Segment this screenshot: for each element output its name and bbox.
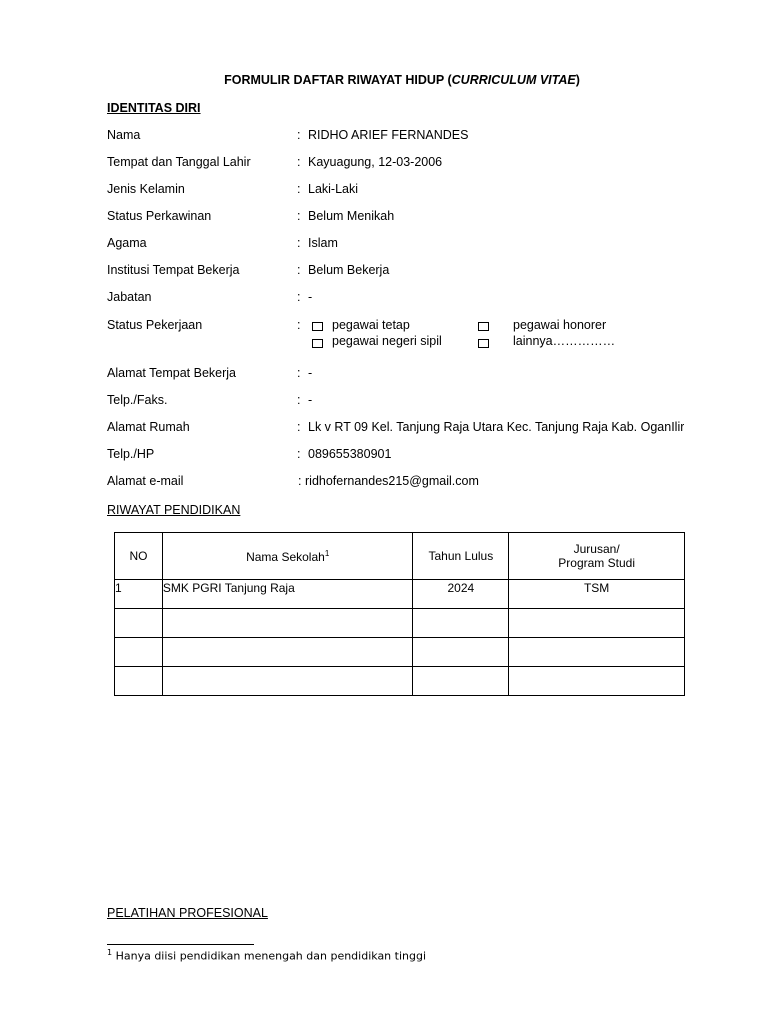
field-value: - xyxy=(308,393,313,407)
table-row xyxy=(115,667,685,696)
page-title-main: FORMULIR DAFTAR RIWAYAT HIDUP ( xyxy=(224,73,452,87)
cell-major xyxy=(509,667,685,696)
checkbox-pegawai-negeri-sipil[interactable] xyxy=(312,339,323,348)
field-value: Islam xyxy=(308,236,338,250)
field-value: Lk v RT 09 Kel. Tanjung Raja Utara Kec. Tanjung Raja Kab. OganIlir xyxy=(308,420,684,434)
field-value: - xyxy=(308,290,313,304)
checkbox-pegawai-tetap[interactable] xyxy=(312,322,323,331)
field-value: RIDHO ARIEF FERNANDES xyxy=(308,128,469,142)
field-colon: : xyxy=(297,128,301,142)
field-colon: : xyxy=(297,209,301,223)
field-label: Telp./Faks. xyxy=(107,393,168,407)
cell-year xyxy=(413,609,509,638)
field-label: Agama xyxy=(107,236,147,250)
field-colon: : xyxy=(297,182,301,196)
cell-major: TSM xyxy=(509,580,685,609)
table-header-row xyxy=(115,533,685,580)
cell-no xyxy=(115,638,163,667)
field-label: Alamat Tempat Bekerja xyxy=(107,366,236,380)
field-colon: : xyxy=(297,393,301,407)
page-title-italic: CURRICULUM VITAE xyxy=(451,73,576,87)
field-colon: : xyxy=(297,155,301,169)
education-table xyxy=(114,532,685,696)
field-value: Belum Bekerja xyxy=(308,263,390,277)
field-label: Institusi Tempat Bekerja xyxy=(107,263,240,277)
field-value: Laki-Laki xyxy=(308,182,359,196)
field-label: Nama xyxy=(107,128,141,142)
field-label: Status Pekerjaan xyxy=(107,318,203,332)
cell-school: SMK PGRI Tanjung Raja xyxy=(162,580,413,609)
field-colon: : xyxy=(297,263,301,277)
column-header-major-line1: Jurusan/ xyxy=(573,542,620,556)
column-header-no: NO xyxy=(115,533,163,580)
checkbox-lainnya[interactable] xyxy=(478,339,489,348)
field-label: Jenis Kelamin xyxy=(107,182,185,196)
cell-year xyxy=(413,667,509,696)
field-label: Jabatan xyxy=(107,290,152,304)
column-header-major-line2: Program Studi xyxy=(558,556,635,570)
column-header-major xyxy=(509,533,685,580)
option-pegawai-tetap: pegawai tetap xyxy=(332,318,410,332)
table-row xyxy=(115,638,685,667)
field-value: 089655380901 xyxy=(308,447,392,461)
field-label: Alamat Rumah xyxy=(107,420,190,434)
table-row xyxy=(115,609,685,638)
training-heading: PELATIHAN PROFESIONAL xyxy=(107,906,268,920)
footnote xyxy=(107,948,426,963)
cell-major xyxy=(509,638,685,667)
field-value: Kayuagung, 12-03-2006 xyxy=(308,155,443,169)
field-colon: : xyxy=(297,447,301,461)
cell-school xyxy=(162,609,413,638)
option-pegawai-honorer: pegawai honorer xyxy=(513,318,607,332)
education-heading: RIWAYAT PENDIDIKAN xyxy=(107,503,241,517)
field-colon: : xyxy=(297,318,301,332)
option-lainnya: lainnya…………… xyxy=(513,334,616,348)
cell-school xyxy=(162,667,413,696)
field-colon: : xyxy=(297,420,301,434)
field-value: Belum Menikah xyxy=(308,209,395,223)
cell-no xyxy=(115,609,163,638)
field-colon: : xyxy=(298,474,302,488)
footnote-divider xyxy=(107,944,254,945)
cell-year xyxy=(413,638,509,667)
field-colon: : xyxy=(297,290,301,304)
checkbox-pegawai-honorer[interactable] xyxy=(478,322,489,331)
page-title xyxy=(0,73,768,87)
footnote-text: Hanya diisi pendidikan menengah dan pendidikan tinggi xyxy=(115,949,427,963)
footnote-reference: 1 xyxy=(324,548,330,558)
field-label: Status Perkawinan xyxy=(107,209,212,223)
table-row xyxy=(115,580,685,609)
page-title-close: ) xyxy=(575,73,580,87)
field-colon: : xyxy=(297,236,301,250)
field-value: - xyxy=(308,366,313,380)
footnote-mark: 1 xyxy=(107,948,113,957)
field-label: Telp./HP xyxy=(107,447,155,461)
column-header-school-label: Nama Sekolah xyxy=(246,549,325,564)
field-value: ridhofernandes215@gmail.com xyxy=(305,474,479,488)
cell-no: 1 xyxy=(115,580,163,609)
cell-major xyxy=(509,609,685,638)
field-colon: : xyxy=(297,366,301,380)
option-pegawai-negeri-sipil: pegawai negeri sipil xyxy=(332,334,442,348)
field-label: Tempat dan Tanggal Lahir xyxy=(107,155,251,169)
column-header-school xyxy=(162,533,413,580)
column-header-year: Tahun Lulus xyxy=(413,533,509,580)
field-label: Alamat e-mail xyxy=(107,474,184,488)
cell-no xyxy=(115,667,163,696)
cell-year: 2024 xyxy=(413,580,509,609)
identity-heading: IDENTITAS DIRI xyxy=(107,101,201,115)
cell-school xyxy=(162,638,413,667)
